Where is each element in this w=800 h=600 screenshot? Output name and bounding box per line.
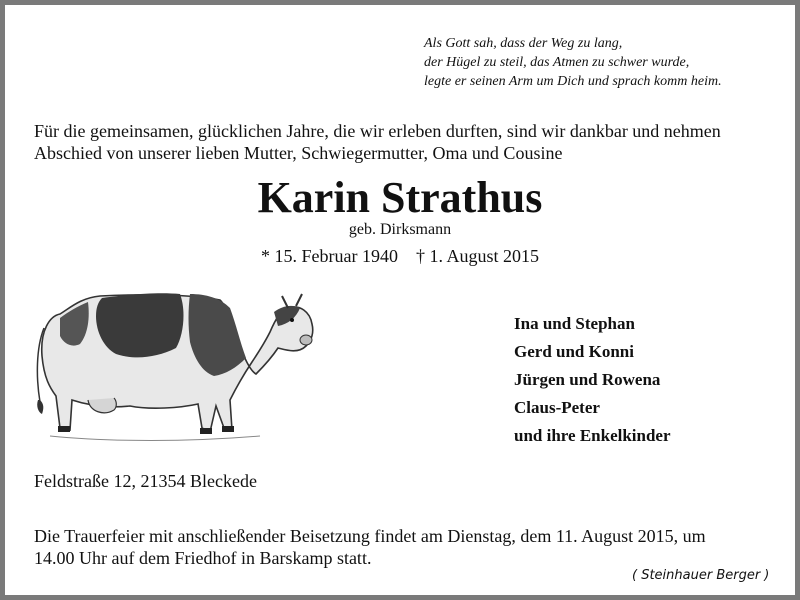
intro-line: Abschied von unserer lieben Mutter, Schwiegermutter, Oma und Cousine bbox=[34, 143, 563, 163]
life-dates bbox=[0, 246, 800, 267]
family-member: Ina und Stephan bbox=[514, 314, 635, 333]
ceremony-info bbox=[34, 525, 774, 569]
poem-line: Als Gott sah, dass der Weg zu lang, bbox=[424, 36, 623, 51]
poem bbox=[424, 34, 722, 91]
birth-date: * 15. Februar 1940 bbox=[261, 246, 398, 266]
deceased-name: Karin Strathus bbox=[257, 173, 543, 222]
poem-line: legte er seinen Arm um Dich und sprach komm heim. bbox=[424, 74, 722, 89]
ceremony-line: 14.00 Uhr auf dem Friedhof in Barskamp statt. bbox=[34, 548, 372, 568]
family-member: Jürgen und Rowena bbox=[514, 370, 661, 389]
ceremony-line: Die Trauerfeier mit anschließender Beisetzung findet am Dienstag, dem 11. August 2015, um bbox=[34, 526, 706, 546]
family-list bbox=[514, 310, 671, 450]
intro-text bbox=[34, 120, 774, 164]
intro-line: Für die gemeinsamen, glücklichen Jahre, die wir erleben durften, sind wir dankbar und nehmen bbox=[34, 121, 721, 141]
maiden-name: geb. Dirksmann bbox=[348, 221, 452, 238]
death-date: † 1. August 2015 bbox=[415, 246, 539, 266]
cow-illustration bbox=[30, 278, 320, 448]
funeral-home-signature: ( Steinhauer Berger ) bbox=[632, 568, 770, 583]
family-member: und ihre Enkelkinder bbox=[514, 426, 671, 445]
address: Feldstraße 12, 21354 Bleckede bbox=[34, 471, 257, 491]
family-member: Gerd und Konni bbox=[514, 342, 634, 361]
family-member: Claus-Peter bbox=[514, 398, 600, 417]
poem-line: der Hügel zu steil, das Atmen zu schwer wurde, bbox=[424, 55, 690, 70]
